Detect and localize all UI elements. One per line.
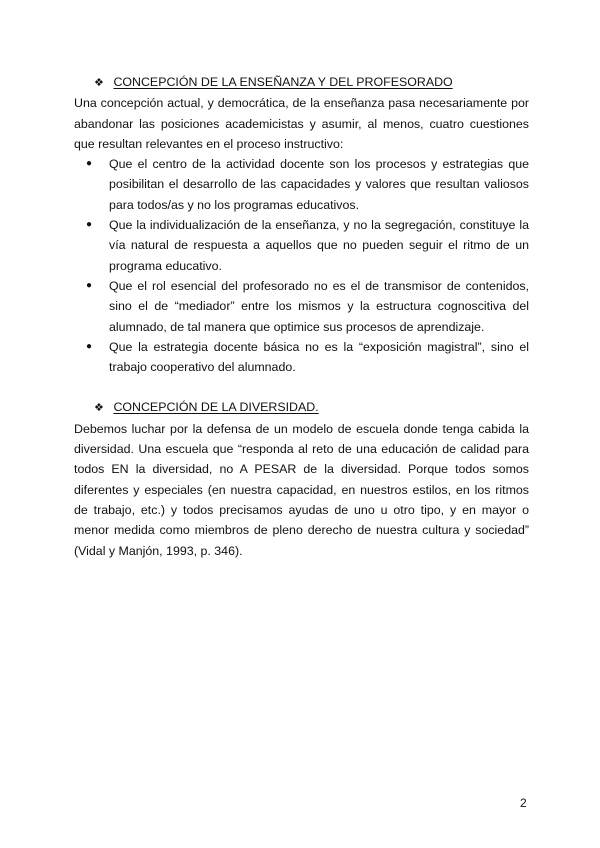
list-item: [74, 154, 529, 215]
intro-paragraph: Una concepción actual, y democrática, de la enseñanza pasa necesariamente por abandonar las posiciones academicistas y asumir, al menos, cuatro cuestiones que resultan relevantes en el proceso instructivo:: [74, 96, 529, 151]
bullet-dot-icon: ●: [86, 279, 93, 291]
page-content: [74, 72, 529, 561]
bullet-dot-icon: ●: [86, 158, 93, 170]
list-item-text: Que el centro de la actividad docente son los procesos y estrategias que posibilitan el desarrollo de las capacidades y valores que resultan valiosos para todos/as y no los programas educativos.: [109, 157, 529, 212]
diversity-paragraph: Debemos luchar por la defensa de un modelo de escuela donde tenga cabida la diversidad. Una escuela que “responda al reto de una educación de calidad para todos EN la diversidad, no A PESAR de la diversidad. Porque todos somos diferentes y especiales (en nuestra capacidad, en nuestros estilos, en los ritmos de trabajo, etc.) y todos precisamos ayudas de uno u otro tipo, y en mayor o menor medida como miembros de pleno derecho de nuestra cultura y sociedad” (Vidal y Manjón, 1993, p. 346).: [74, 421, 529, 558]
section-title: CONCEPCIÓN DE LA DIVERSIDAD.: [113, 400, 319, 415]
bullet-dot-icon: ●: [86, 340, 93, 352]
list-item: [74, 215, 529, 276]
bullet-list: [74, 154, 529, 377]
section-spacer: [74, 377, 529, 397]
list-item: [74, 337, 529, 378]
list-item-text: Que la estrategia docente básica no es la “exposición magistral”, sino el trabajo cooperativo del alumnado.: [109, 339, 529, 375]
section-heading-diversidad: [94, 397, 529, 418]
diamond-bullet-icon: ❖: [94, 402, 104, 415]
list-item: [74, 276, 529, 337]
list-item-text: Que la individualización de la enseñanza, y no la segregación, constituye la vía natural de respuesta a aquellos que no pueden seguir el ritmo de un programa educativo.: [109, 218, 529, 273]
section-title: CONCEPCIÓN DE LA ENSEÑANZA Y DEL PROFESORADO: [113, 75, 453, 89]
bullet-dot-icon: ●: [86, 219, 93, 231]
section-heading-ensenanza: [94, 72, 529, 93]
page-number: 2: [520, 796, 527, 810]
diamond-bullet-icon: ❖: [94, 77, 104, 89]
list-item-text: Que el rol esencial del profesorado no es el de transmisor de contenidos, sino el de “mediador” entre los mismos y la estructura cognoscitiva del alumnado, de tal manera que optimice sus procesos de aprendizaje.: [109, 278, 529, 334]
